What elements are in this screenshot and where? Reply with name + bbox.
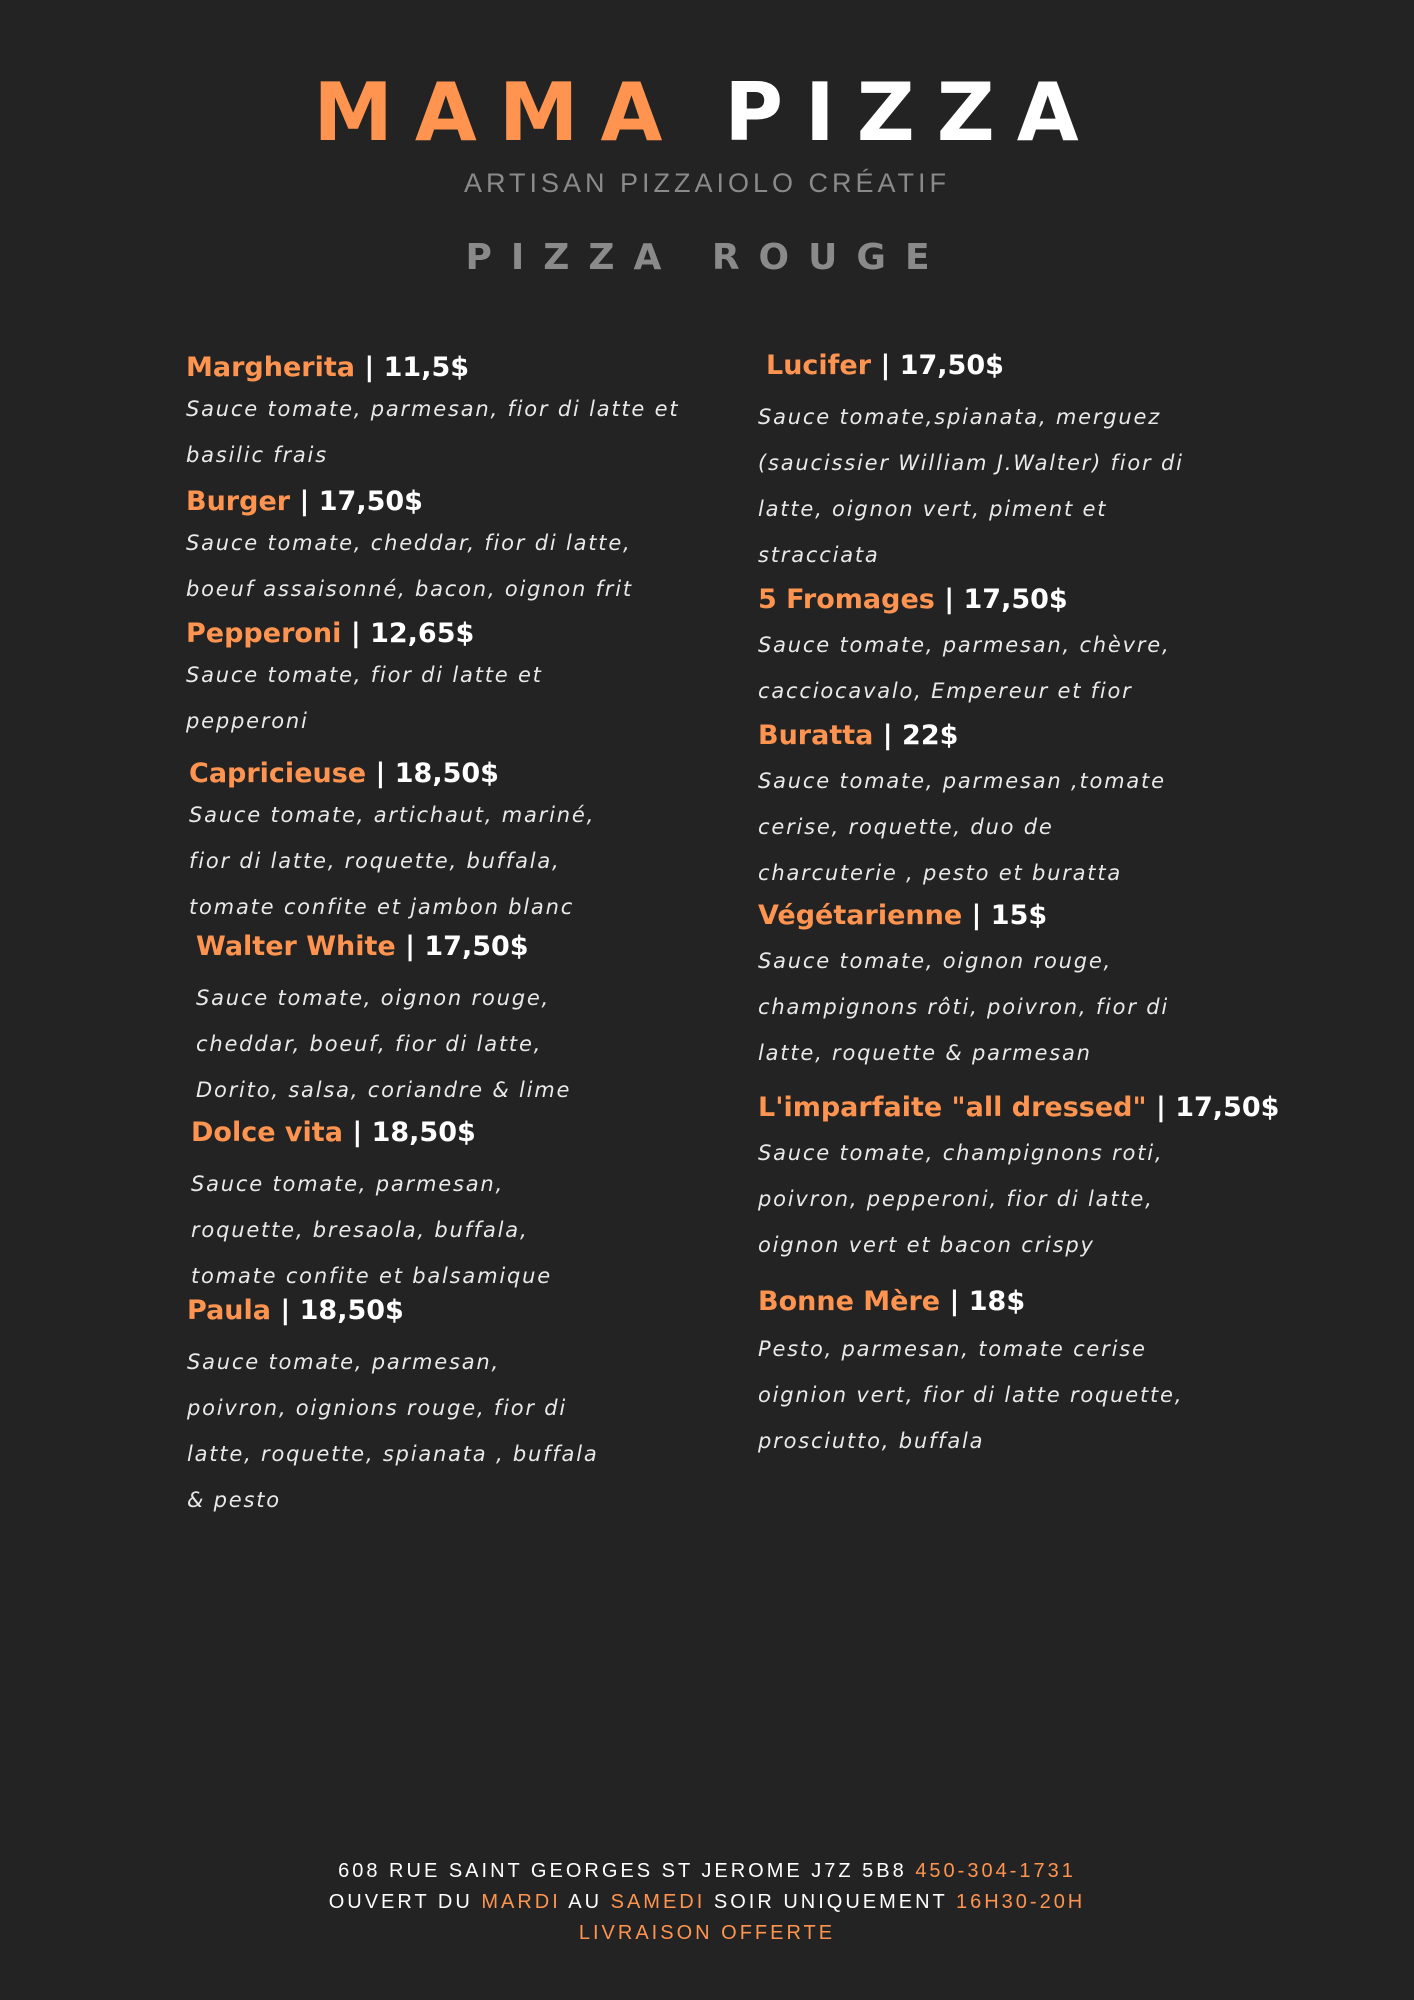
item-name: Margherita — [186, 352, 355, 383]
menu-item-paula — [187, 1293, 607, 1523]
footer-address-line — [0, 1856, 1414, 1887]
item-description: Sauce tomate, parmesan, roquette, bresaola, buffala, tomate confite et balsamique — [191, 1172, 552, 1288]
item-name: Capricieuse — [189, 758, 367, 789]
item-price: | 15$ — [962, 900, 1048, 931]
open-prefix: OUVERT DU — [328, 1891, 473, 1913]
item-description: Sauce tomate, parmesan ,tomate cerise, roquette, duo de charcuterie , pesto et buratta — [758, 769, 1166, 885]
item-price: | 18,50$ — [366, 758, 499, 789]
item-description: Sauce tomate, fior di latte et pepperoni — [186, 663, 543, 733]
item-price: | 17,50$ — [1146, 1092, 1280, 1123]
open-suffix: SOIR UNIQUEMENT — [713, 1891, 948, 1913]
tagline: ARTISAN PIZZAIOLO CRÉATIF — [463, 168, 951, 198]
hours: 16H30-20H — [955, 1891, 1086, 1913]
menu-item-lucifer — [758, 348, 1196, 578]
phone-number[interactable]: 450-304-1731 — [915, 1860, 1076, 1882]
item-description: Sauce tomate, parmesan, chèvre, cacciocavalo, Empereur et fior — [758, 633, 1171, 703]
item-description: Pesto, parmesan, tomate cerise oignion vert, fior di latte roquette, prosciutto, buffala — [758, 1337, 1184, 1453]
item-name: Bonne Mère — [758, 1286, 941, 1317]
item-name: Burger — [186, 486, 291, 517]
brand-word-mama: MAMA — [313, 66, 685, 159]
menu-item-burger — [186, 484, 686, 612]
item-name: Buratta — [758, 720, 874, 751]
menu-item-bonne-mere — [758, 1284, 1208, 1464]
item-price: | 17,50$ — [934, 584, 1068, 615]
item-description: Sauce tomate, artichaut, mariné, fior di latte, roquette, buffala, tomate confite et jambon blanc — [189, 803, 596, 919]
footer — [0, 1856, 1414, 1949]
item-price: | 12,65$ — [341, 618, 475, 649]
menu-item-margherita — [186, 350, 686, 478]
delivery-note: LIVRAISON OFFERTE — [578, 1922, 836, 1944]
item-price: | 18$ — [940, 1286, 1026, 1317]
item-description: Sauce tomate, parmesan, fior di latte et basilic frais — [186, 397, 680, 467]
brand-title — [0, 68, 1414, 158]
item-description: Sauce tomate, oignon rouge, champignons rôti, poivron, fior di latte, roquette & parmesan — [758, 949, 1169, 1065]
menu-item-walter-white — [196, 929, 616, 1113]
open-mid: AU — [568, 1891, 603, 1913]
item-description: Sauce tomate, champignons roti, poivron, pepperoni, fior di latte, oignon vert et bacon crispy — [758, 1141, 1164, 1257]
item-name: Paula — [187, 1295, 271, 1326]
menu-item-dolce-vita — [191, 1115, 611, 1299]
item-name: Dolce vita — [191, 1117, 343, 1148]
item-description: Sauce tomate, parmesan, poivron, oignions rouge, fior di latte, roquette, spianata , buffala & pesto — [187, 1350, 599, 1512]
day-to: SAMEDI — [610, 1891, 706, 1913]
item-price: | 18,50$ — [342, 1117, 476, 1148]
item-name: 5 Fromages — [758, 584, 935, 615]
item-name: Lucifer — [766, 350, 872, 381]
item-name: Walter White — [196, 931, 396, 962]
footer-hours-line — [0, 1887, 1414, 1918]
brand-word-pizza: PIZZA — [724, 66, 1101, 159]
item-name: L'imparfaite "all dressed" — [758, 1092, 1147, 1123]
menu-item-pepperoni — [186, 616, 606, 744]
item-price: | 22$ — [873, 720, 959, 751]
item-price: | 11,5$ — [354, 352, 470, 383]
item-price: | 18,50$ — [270, 1295, 404, 1326]
menu-item-5-fromages — [758, 582, 1188, 714]
menu-item-limparfaite — [758, 1090, 1280, 1268]
item-description: Sauce tomate, cheddar, fior di latte, boeuf assaisonné, bacon, oignon frit — [186, 531, 633, 601]
item-name: Pepperoni — [186, 618, 342, 649]
menu-item-capricieuse — [189, 756, 609, 930]
menu-item-buratta — [758, 718, 1188, 896]
item-description: Sauce tomate,spianata, merguez (saucissier William J.Walter) fior di latte, oignon vert, piment et stracciata — [758, 405, 1184, 567]
menu-item-vegetarienne — [758, 898, 1188, 1076]
item-price: | 17,50$ — [395, 931, 529, 962]
item-name: Végétarienne — [758, 900, 963, 931]
item-description: Sauce tomate, oignon rouge, cheddar, boeuf, fior di latte, Dorito, salsa, coriandre & lime — [196, 986, 572, 1102]
item-price: | 17,50$ — [290, 486, 423, 517]
item-price: | 17,50$ — [871, 350, 1004, 381]
address: 608 RUE SAINT GEORGES ST JEROME J7Z 5B8 — [338, 1860, 907, 1882]
day-from: MARDI — [481, 1891, 561, 1913]
section-title: PIZZA ROUGE — [465, 237, 949, 278]
